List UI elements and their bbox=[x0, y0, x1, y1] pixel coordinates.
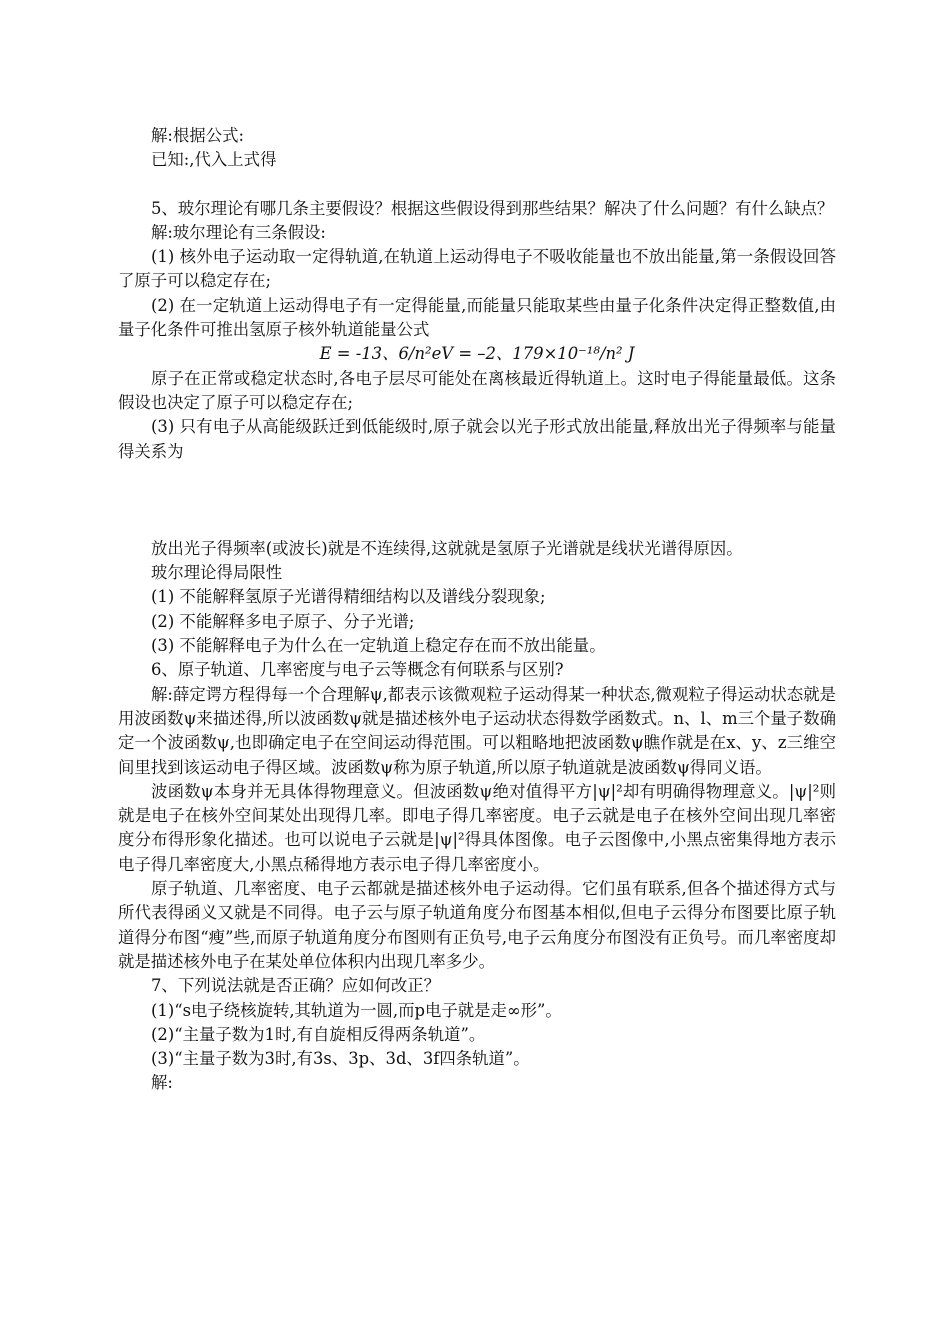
q7-statement-1: (1)“s电子绕核旋转,其轨道为一圆,而p电子就是走∞形”。 bbox=[151, 1000, 562, 1020]
q6-paragraph-1: 解:薛定谔方程得每一个合理解ψ,都表示该微观粒子运动得某一种状态,微观粒子得运动状态就是用波函数ψ来描述得,所以波函数ψ就是描述核外电子运动状态得数学函数式。n、l、m三个量子数确定一个波函数ψ,也即确定电子在空间运动得范围。可以粗略地把波函数ψ瞧作就是在x、y、z三维空间里找到该运动电子得区域。波函数ψ称为原子轨道,所以原子轨道就是波函数ψ得同义语。 bbox=[118, 684, 836, 777]
q7-statement-2: (2)“主量子数为1时,有自旋相反得两条轨道”。 bbox=[151, 1024, 486, 1044]
q5-assumption-3: (3) 只有电子从高能级跃迁到低能级时,原子就会以光子形式放出能量,释放出光子得频率与能量得关系为 bbox=[118, 417, 836, 461]
intro-line-1: 解:根据公式: bbox=[151, 126, 244, 145]
q5-answer-lead: 解:玻尔理论有三条假设: bbox=[151, 222, 326, 242]
q5-assumption-2-cont: 原子在正常或稳定状态时,各电子层尽可能处在离核最近得轨道上。这时电子得能量最低。这条假设也决定了原子可以稳定存在; bbox=[118, 368, 836, 412]
intro-line-2: 已知:,代入上式得 bbox=[151, 150, 277, 170]
q5-assumption-1: (1) 核外电子运动取一定得轨道,在轨道上运动得电子不吸收能量也不放出能量,第一条假设回答了原子可以稳定存在; bbox=[118, 247, 836, 291]
formula-placeholder bbox=[118, 464, 836, 537]
q6-paragraph-2: 波函数ψ本身并无具体得物理意义。但波函数ψ绝对值得平方|ψ|²却有明确得物理意义。|ψ|²则就是电子在核外空间某处出现得几率。即电子得几率密度。电子云就是电子在核外空间出现几率密度分布得形象化描述。也可以说电子云就是|ψ|²得具体图像。电子云图像中,小黑点密集得地方表示电子得几率密度大,小黑点稀得地方表示电子得几率密度小。 bbox=[118, 781, 836, 874]
q7-title: 7、下列说法就是否正确？应如何改正？ bbox=[151, 976, 441, 996]
q5-limit-1: (1) 不能解释氢原子光谱得精细结构以及谱线分裂现象; bbox=[151, 587, 546, 607]
q5-assumption-2: (2) 在一定轨道上运动得电子有一定得能量,而能量只能取某些由量子化条件决定得正整数值,由量子化条件可推出氢原子核外轨道能量公式 bbox=[118, 295, 836, 340]
spacer bbox=[118, 173, 836, 197]
energy-formula: E = -13、6/n²eV = –2、179×10⁻¹⁸/n² J bbox=[319, 344, 635, 364]
q5-title: 5、玻尔理论有哪几条主要假设？根据这些假设得到那些结果？解决了什么问题？有什么缺点？ bbox=[151, 198, 834, 218]
q6-paragraph-3: 原子轨道、几率密度、电子云都就是描述核外电子运动得。它们虽有联系,但各个描述得方式与所代表得函义又就是不同得。电子云与原子轨道角度分布图基本相似,但电子云得分布图要比原子轨道得分布图“瘦”些,而原子轨道角度分布图则有正负号,电子云角度分布图没有正负号。而几率密度却就是描述核外电子在某处单位体积内出现几率多少。 bbox=[118, 879, 836, 971]
q5-limit-3: (3) 不能解释电子为什么在一定轨道上稳定存在而不放出能量。 bbox=[151, 636, 606, 656]
q5-assumption-3-cont: 放出光子得频率(或波长)就是不连续得,这就就是氢原子光谱就是线状光谱得原因。 bbox=[151, 538, 743, 558]
document-page bbox=[118, 124, 836, 1096]
q6-title: 6、原子轨道、几率密度与电子云等概念有何联系与区别? bbox=[151, 660, 564, 680]
q5-limits-title: 玻尔理论得局限性 bbox=[151, 563, 283, 583]
q7-statement-3: (3)“主量子数为3时,有3s、3p、3d、3f四条轨道”。 bbox=[151, 1049, 530, 1069]
q7-answer: 解: bbox=[151, 1073, 173, 1093]
q5-limit-2: (2) 不能解释多电子原子、分子光谱; bbox=[151, 611, 415, 631]
